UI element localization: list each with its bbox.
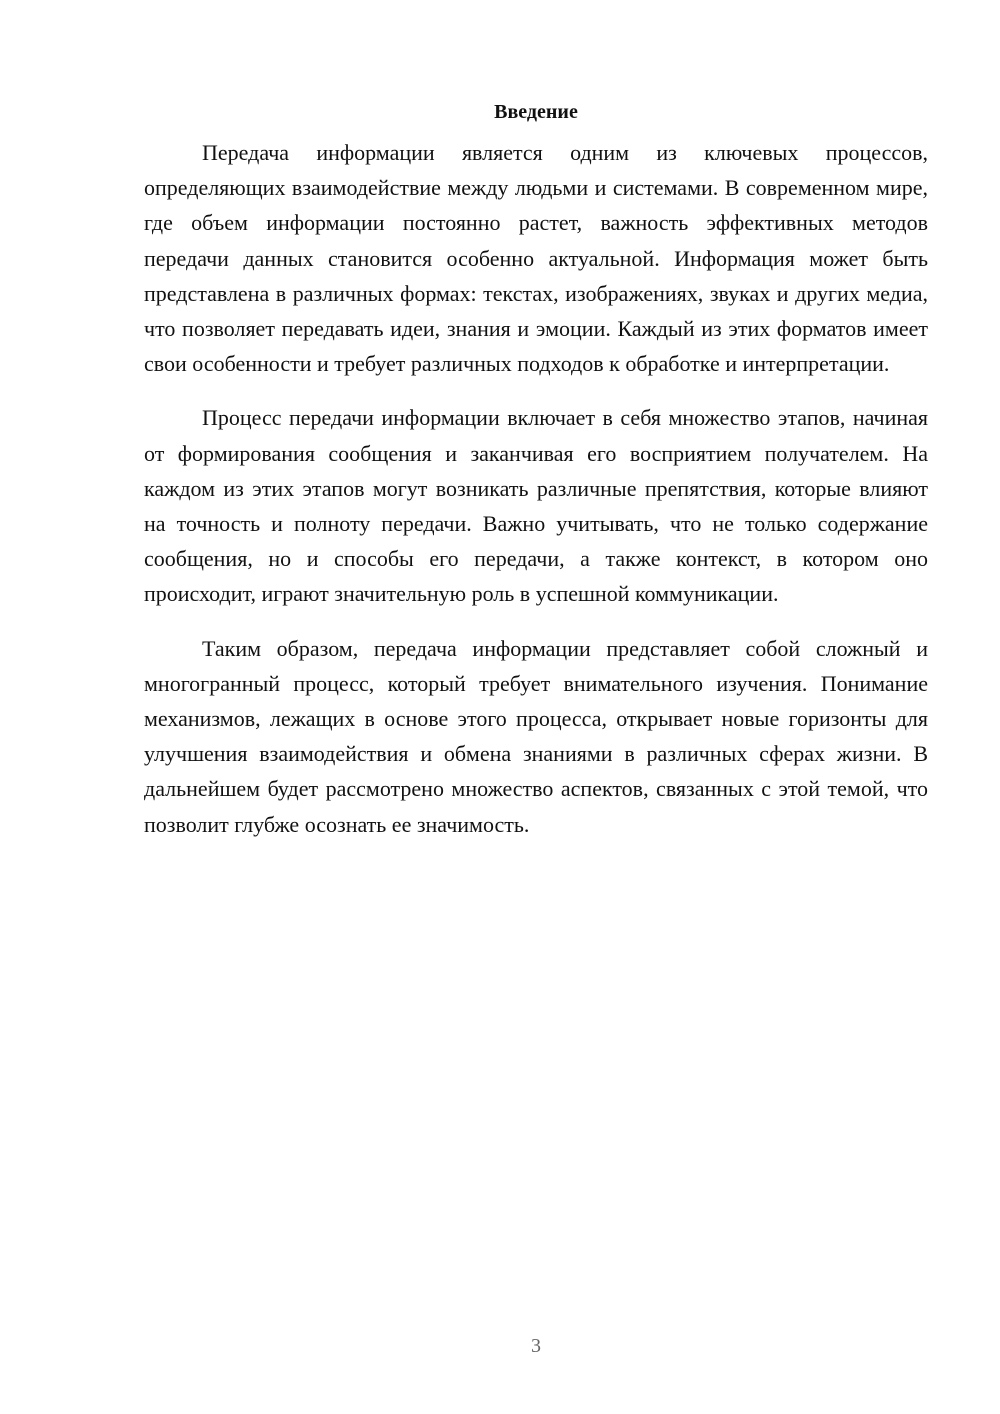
paragraph-3: Таким образом, передача информации представляет собой сложный и многогранный процесс, который требует внимательного изучения. Понимание механизмов, лежащих в основе этого процесса, открывает новые горизонты для улучшения взаимодействия и обмена знаниями в различных сферах жизни. В дальнейшем будет рассмотрено множество аспектов, связанных с этой темой, что позволит глубже осознать ее значимость. xyxy=(144,635,928,837)
page-number: 3 xyxy=(531,1335,541,1357)
paragraph-1: Передача информации является одним из ключевых процессов, определяющих взаимодействие между людьми и системами. В современном мире, где объем информации постоянно растет, важность эффективных методов передачи данных становится особенно актуальной. Информация может быть представлена в различных формах: текстах, изображениях, звуках и других медиа, что позволяет передавать идеи, знания и эмоции. Каждый из этих форматов имеет свои особенности и требует различных подходов к обработке и интерпретации. xyxy=(144,140,928,377)
page-content xyxy=(144,96,928,861)
paragraph-2: Процесс передачи информации включает в себя множество этапов, начиная от формирования сообщения и заканчивая его восприятием получателем. На каждом из этих этапов могут возникать различные препятствия, которые влияют на точность и полноту передачи. Важно учитывать, что не только содержание сообщения, но и способы его передачи, а также контекст, в котором оно происходит, играют значительную роль в успешной коммуникации. xyxy=(144,405,928,607)
section-title: Введение xyxy=(494,101,578,123)
